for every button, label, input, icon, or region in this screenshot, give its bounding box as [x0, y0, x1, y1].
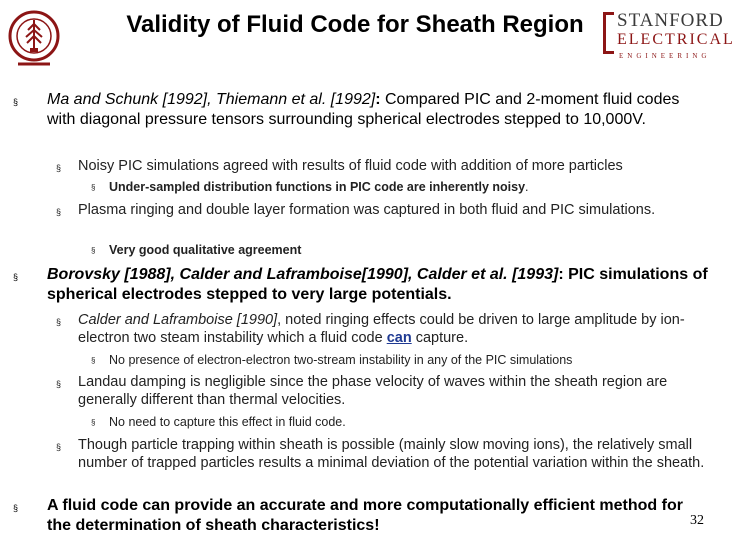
- bullet-text: , noted ringing effects could be driven to large amplitude by ion-electron two steam instability which a fluid code: [78, 312, 685, 346]
- bullet-text: Very good qualitative agreement: [109, 243, 302, 257]
- slide-title: Validity of Fluid Code for Sheath Region: [126, 11, 584, 38]
- sub-sub-bullet-qualitative: [91, 242, 709, 258]
- period: .: [525, 180, 529, 194]
- bullet-icon: §: [56, 317, 62, 327]
- citation: Borovsky [1988], Calder and Laframboise[1990], Calder et al. [1993]: [47, 266, 559, 283]
- sub-sub-bullet-under-sampled: [91, 179, 709, 195]
- bullet-icon: §: [91, 418, 96, 427]
- sub-sub-bullet-no-need: [91, 414, 709, 430]
- bullet-icon: §: [91, 356, 96, 365]
- bullet-icon: §: [13, 503, 19, 513]
- bullet-text: A fluid code can provide an accurate and more computationally efficient method for the determination of sheath characteristics!: [47, 497, 683, 534]
- bullet-icon: §: [91, 246, 96, 255]
- logo-line-1: STANFORD: [617, 10, 724, 31]
- sub-bullet-noisy-pic: [56, 157, 710, 175]
- bullet-text: Noisy PIC simulations agreed with results of fluid code with addition of more particles: [78, 158, 623, 174]
- bullet-text: Compared PIC and 2-moment fluid codes with diagonal pressure tensors surrounding spherical electrodes stepped to 10,000V.: [47, 91, 680, 128]
- bullet-text-end: capture.: [411, 330, 469, 346]
- logo-line-2: ELECTRICAL: [617, 31, 735, 48]
- bullet-text: No need to capture this effect in fluid code.: [109, 415, 346, 429]
- bullet-ma-schunk: [13, 90, 712, 130]
- bullet-icon: §: [56, 163, 62, 173]
- sub-sub-bullet-no-two-stream: [91, 352, 709, 368]
- sub-bullet-trapping: [56, 436, 710, 472]
- citation: Ma and Schunk [1992], Thiemann et al. [1992]: [47, 91, 376, 108]
- logo-line-3: ENGINEERING: [619, 52, 711, 60]
- colon: :: [375, 91, 381, 108]
- bullet-text: Under-sampled distribution functions in PIC code are inherently noisy: [109, 180, 526, 194]
- bullet-icon: §: [56, 442, 62, 452]
- sub-bullet-plasma-ringing: [56, 201, 710, 219]
- citation: Calder and Laframboise [1990]: [78, 312, 278, 328]
- bullet-icon: §: [91, 183, 96, 192]
- bullet-borovsky: [13, 265, 712, 305]
- bullet-icon: §: [13, 97, 19, 107]
- bullet-icon: §: [13, 272, 19, 282]
- bullet-text: Though particle trapping within sheath is possible (mainly slow moving ions), the relatively small number of trapped particles results a minimal deviation of the potential variation within the sheath.: [78, 437, 705, 471]
- sub-bullet-landau: [56, 373, 710, 409]
- bullet-text: Landau damping is negligible since the phase velocity of waves within the sheath region are generally different than thermal velocities.: [78, 374, 668, 408]
- bullet-icon: §: [56, 379, 62, 389]
- can-link[interactable]: can: [386, 330, 412, 346]
- bullet-text: : PIC simulations of spherical electrodes stepped to very large potentials.: [47, 266, 708, 303]
- sub-bullet-calder: [56, 311, 710, 347]
- bullet-icon: §: [56, 207, 62, 217]
- bullet-text: Plasma ringing and double layer formation was captured in both fluid and PIC simulations.: [78, 202, 656, 218]
- bullet-conclusion: [13, 496, 687, 536]
- page-number: 32: [690, 513, 704, 528]
- bullet-text: No presence of electron-electron two-stream instability in any of the PIC simulations: [109, 353, 573, 367]
